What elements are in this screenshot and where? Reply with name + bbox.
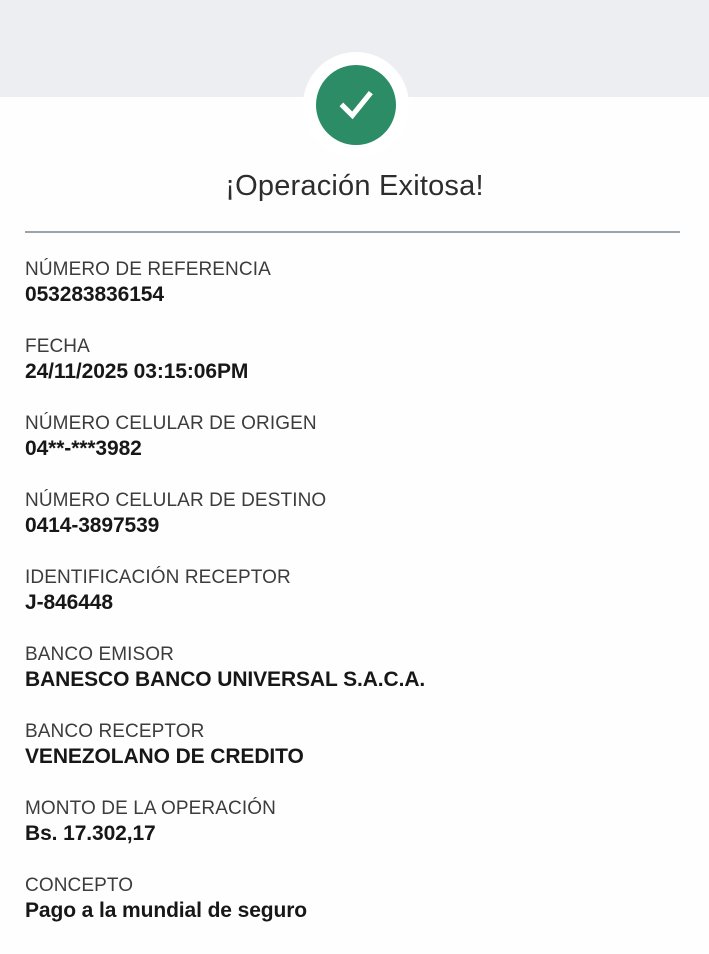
field-label: BANCO EMISOR: [25, 644, 174, 665]
field-value: J-846448: [25, 591, 113, 614]
fields-list: [25, 258, 684, 951]
field-value: 24/11/2025 03:15:06PM: [25, 360, 249, 383]
field-concepto: [25, 874, 684, 924]
field-fecha: [25, 335, 684, 385]
check-icon: [332, 81, 380, 129]
field-label: NÚMERO DE REFERENCIA: [25, 259, 271, 280]
field-banco-emisor: [25, 643, 684, 693]
field-monto-operacion: [25, 797, 684, 847]
field-value: VENEZOLANO DE CREDITO: [25, 745, 304, 768]
field-numero-referencia: [25, 258, 684, 308]
field-label: MONTO DE LA OPERACIÓN: [25, 798, 276, 819]
page-title: ¡Operación Exitosa!: [225, 170, 484, 202]
divider: [25, 231, 680, 233]
field-banco-receptor: [25, 720, 684, 770]
field-label: NÚMERO CELULAR DE ORIGEN: [25, 413, 317, 434]
success-circle: [316, 65, 396, 145]
field-label: FECHA: [25, 336, 90, 357]
field-value: 04**-***3982: [25, 437, 142, 460]
field-value: 0414-3897539: [25, 514, 160, 537]
field-label: BANCO RECEPTOR: [25, 721, 205, 742]
success-badge: [303, 52, 409, 158]
field-value: Bs. 17.302,17: [25, 822, 156, 845]
field-celular-origen: [25, 412, 684, 462]
field-value: 053283836154: [25, 283, 164, 306]
field-label: CONCEPTO: [25, 875, 134, 896]
field-celular-destino: [25, 489, 684, 539]
field-label: NÚMERO CELULAR DE DESTINO: [25, 490, 327, 511]
field-label: IDENTIFICACIÓN RECEPTOR: [25, 567, 291, 588]
field-value: BANESCO BANCO UNIVERSAL S.A.C.A.: [25, 668, 426, 691]
field-value: Pago a la mundial de seguro: [25, 899, 308, 922]
field-identificacion-receptor: [25, 566, 684, 616]
